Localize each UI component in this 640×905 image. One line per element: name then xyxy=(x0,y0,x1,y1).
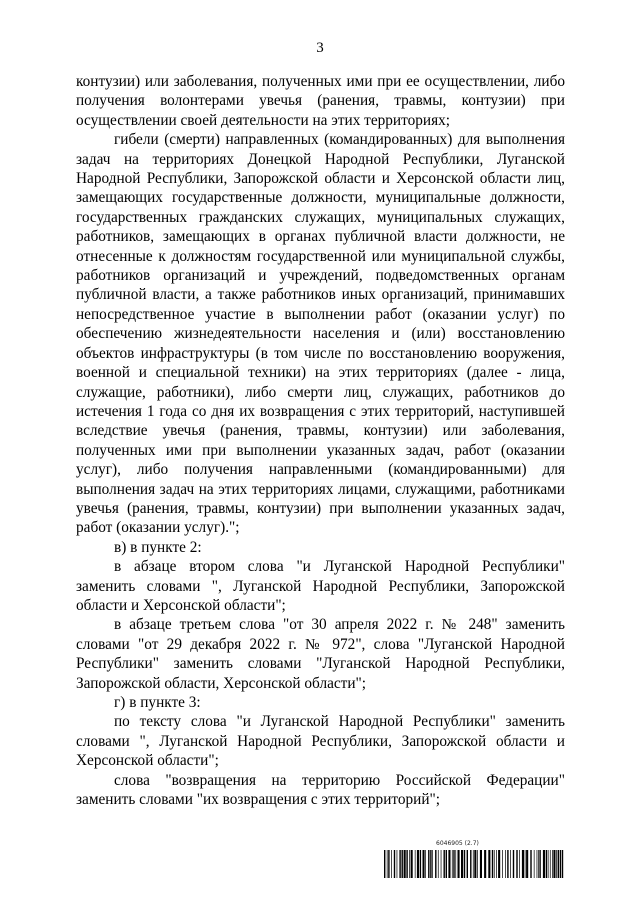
barcode-caption: 6046905 (2.7) xyxy=(436,840,479,847)
paragraph: в абзаце втором слова "и Луганской Народной Республики" заменить словами ", Луганской Народной Республики, Запорожской области и Херсонской области"; xyxy=(76,558,565,614)
paragraph: по тексту слова "и Луганской Народной Республики" заменить словами ", Луганской Народной Республики, Запорожской области и Херсонской области"; xyxy=(76,713,565,770)
barcode-block xyxy=(384,840,564,880)
page-number: 3 xyxy=(316,40,324,56)
barcode-icon xyxy=(384,850,564,878)
paragraph: в абзаце третьем слова "от 30 апреля 2022 г. № 248" заменить словами "от 29 декабря 2022 г. № 972", слова "Луганской Народной Республики" заменить словами "Луганской Народной Республики, Запорожской области, Херсонской области"; xyxy=(76,616,565,692)
paragraph: в) в пункте 2: xyxy=(114,538,202,556)
paragraph: слова "возвращения на территорию Российской Федерации" заменить словами "их возвращения с этих территорий"; xyxy=(76,771,565,809)
paragraph: контузии) или заболевания, полученных ими при ее осуществлении, либо получения волонтерами увечья (ранения, травмы, контузии) при осуществлении своей деятельности на этих территориях; xyxy=(76,73,565,129)
paragraph: гибели (смерти) направленных (командированных) для выполнения задач на территориях Донецкой Народной Республики, Луганской Народной Республики, Запорожской области и Херсонской области лиц, замещающих государственные должности, муниципальные должности, государственных гражданских служащих, муниципальных служащих, работников, замещающих в органах публичной власти должности, не отнесенные к должностям государственной или муниципальной службы, работников организаций и учреждений, подведомственных органам публичной власти, а также работников иных организаций, принимавших непосредственное участие в выполнении работ (оказании услуг) по обеспечению жизнедеятельности населения и (или) восстановлению объектов инфраструктуры (в том числе по восстановлению вооружения, военной и специальной техники) на этих территориях (далее - лица, служащие, работники), либо смерти лиц, служащих, работников до истечения 1 года со дня их возвращения с этих территорий, наступившей вследствие увечья (ранения, травмы, контузии) или заболевания, полученных ими при выполнении указанных задач, работ (оказании услуг), либо получения направленными (командированными) для выполнения задач на этих территориях лицами, служащими, работниками увечья (ранения, травмы, контузии) при выполнении указанных задач, работ (оказании услуг)."; xyxy=(76,131,565,537)
paragraph: г) в пункте 3: xyxy=(114,694,201,711)
document-body xyxy=(76,72,565,809)
